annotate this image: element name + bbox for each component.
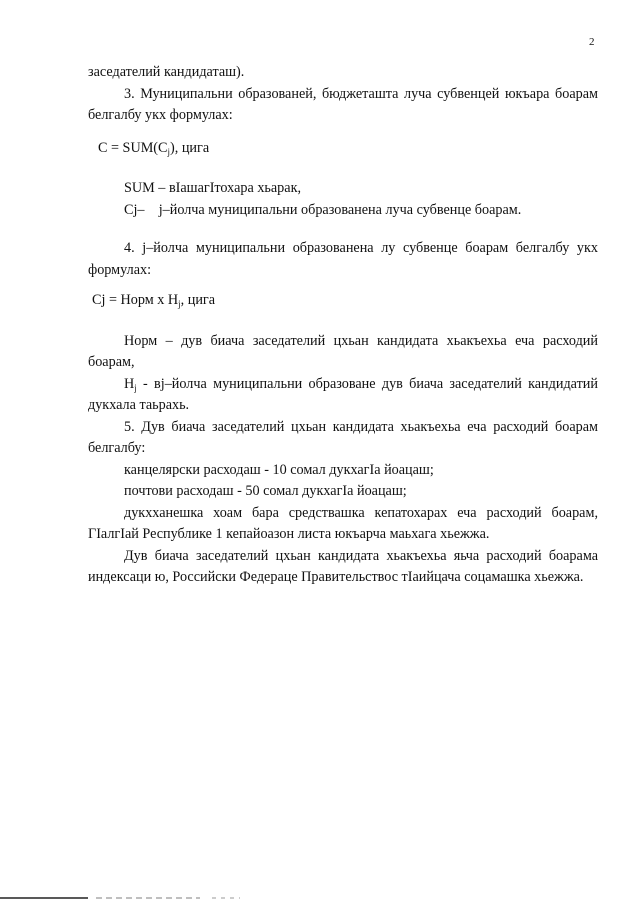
definition-hj bbox=[88, 374, 598, 417]
paragraph-continuation: заседателий кандидаташ). bbox=[88, 64, 245, 80]
paragraph-4: 4. j–йолча муниципальни образованена лу субвенце боарам белгалбу укх формулах: bbox=[88, 240, 598, 278]
definition-norm: Норм – дув биача заседателий цхьан кандидата хьакъехьа еча расходий боарам, bbox=[88, 332, 598, 370]
formula-2-rhs: , цига bbox=[180, 292, 216, 308]
formula-2-subscript: j bbox=[178, 299, 181, 309]
list-item-publication-expenses: дукхханешка хоам бара средствашка кепатохарах еча расходий боарам, ГIалгIай Республике 1 кепайоазон листа юкъарча маьхага хьежжа. bbox=[88, 504, 598, 542]
definition-cj-term: Cj– bbox=[124, 201, 145, 218]
paragraph-indexation: Дув биача заседателий цхьан кандидата хьакъехьа яьча расходий боарама индексаци ю, Российски Федераце Правительствос тIаийцача соцамашка хьежжа. bbox=[88, 547, 598, 585]
paragraph-5: 5. Дув биача заседателий цхьан кандидата хьакъехьа еча расходий боарам белгалбу: bbox=[88, 418, 598, 456]
scan-edge-marks bbox=[0, 895, 640, 901]
definition-cj-text: j–йолча муниципальни образованена луча субвенце боарам. bbox=[158, 201, 522, 218]
definition-hj-term: H bbox=[124, 375, 135, 392]
definition-cj bbox=[124, 200, 598, 222]
spacer bbox=[88, 221, 598, 238]
paragraph-3: 3. Муниципальни образованей, бюджеташта луча субвенцей юкъара боарам белгалбу укх формулах: bbox=[88, 85, 598, 123]
definition-hj-subscript: j bbox=[134, 382, 137, 393]
formula-1 bbox=[88, 138, 598, 160]
formula-1-subscript: j bbox=[167, 146, 171, 157]
page-number: 2 bbox=[589, 36, 595, 48]
definition-sum: SUM – вIашагIтохара хьарак, bbox=[124, 180, 302, 196]
formula-2-lhs: Cj = Норм x H bbox=[92, 292, 179, 308]
document-body bbox=[88, 62, 598, 589]
formula-1-rhs: ), цига bbox=[170, 139, 210, 156]
formula-2 bbox=[88, 290, 598, 312]
definition-hj-text: - вj–йолча муниципальни образоване дув биача заседателий кандидатий дукхала таьрахь. bbox=[88, 375, 598, 413]
formula-1-lhs: C = SUM(C bbox=[98, 139, 168, 156]
list-item-office-expenses: канцелярски расходаш - 10 сомал дукхагIа йоацаш; bbox=[124, 461, 434, 478]
list-item-postal-expenses: почтови расходаш - 50 сомал дукхагIа йоацаш; bbox=[124, 483, 407, 499]
